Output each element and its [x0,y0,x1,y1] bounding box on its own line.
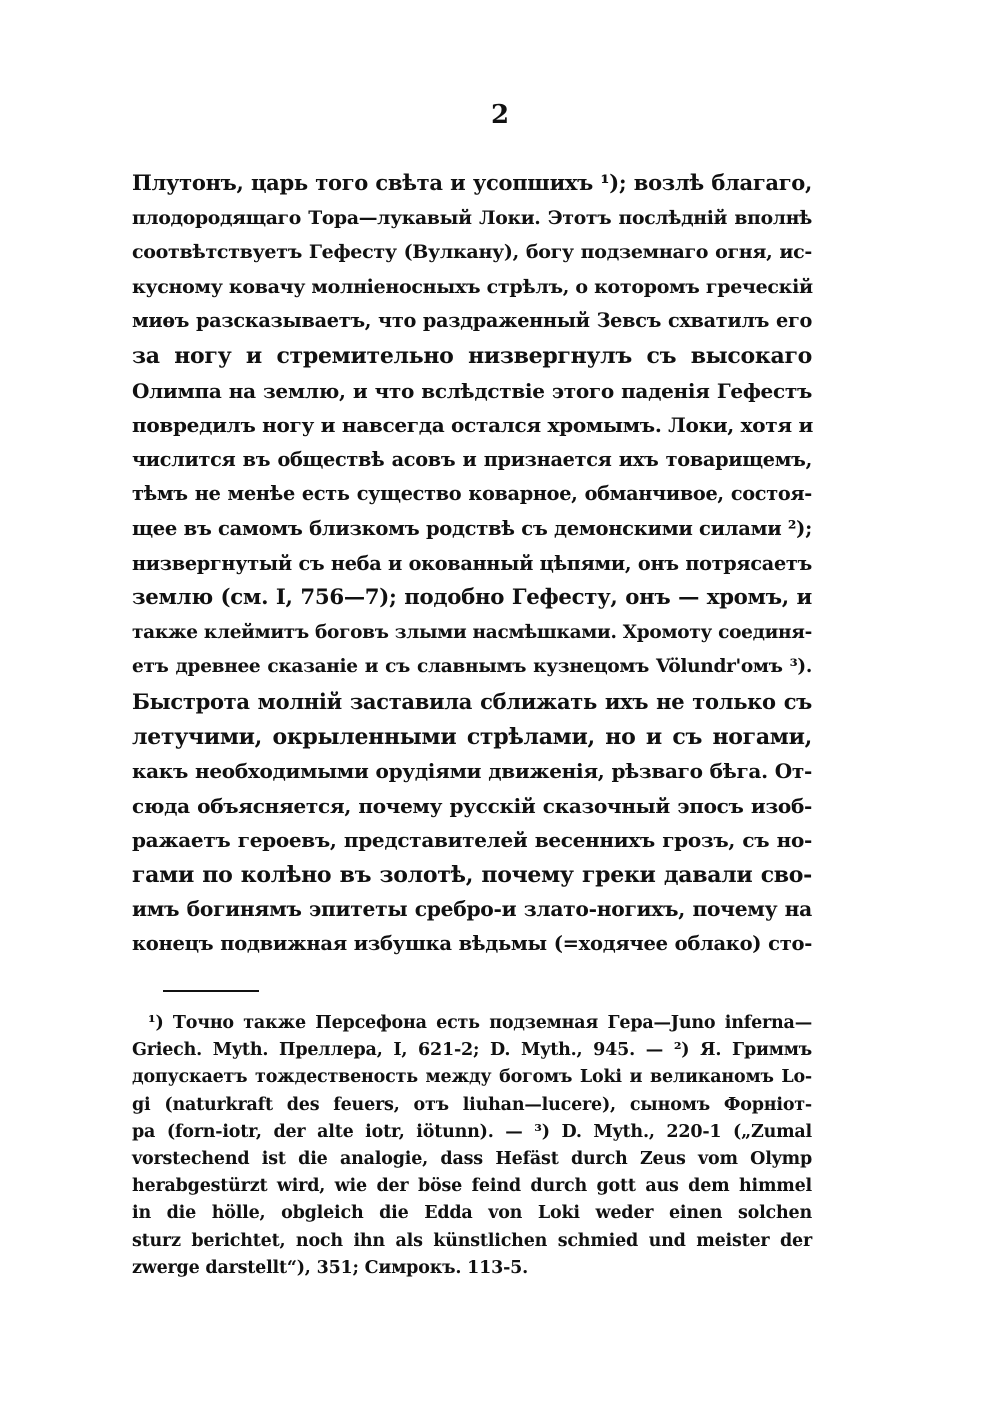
footnote-line: pa (forn-iotr, der alte iotr, iötunn). — ³) D. Myth., 220-1 („Zumal [132,1121,812,1142]
text-line: щее въ самомъ близкомъ родствѣ съ демонскими силами ²); [132,516,812,540]
text-line: Плутонъ, царь того свѣта и усопшихъ ¹); возлѣ благаго, [132,170,812,195]
text-line: етъ древнее сказаніе и съ славнымъ кузнецомъ Völundr'омъ ³). [132,656,812,678]
text-line: соотвѣтствуетъ Гефесту (Вулкану), богу подземнаго огня, ис- [132,241,812,264]
footnote-line: допускаетъ тождественость между богомъ Loki и великаномъ Lo- [132,1067,812,1088]
text-line: летучими, окрыленными стрѣлами, но и съ ногами, [132,723,812,750]
footnotes [132,1010,812,1282]
text-line: кусному ковачу молніеносныхъ стрѣлъ, о которомъ греческій [132,275,813,298]
footnote-line: Griech. Myth. Преллера, I, 621-2; D. Myth., 945. — ²) Я. Гриммъ [132,1040,812,1061]
text-line: какъ необходимыми орудіями движенія, рѣзваго бѣга. От- [132,759,812,784]
main-text [132,166,812,962]
page-number: 2 [490,100,510,130]
text-line: имъ богинямъ эпитеты сребро-и злато-ногихъ, почему на [132,897,812,922]
footnote-line: zwerge darstellt“), 351; Симрокъ. 113-5. [132,1257,529,1278]
footnote-line: ¹) Точно также Персефона есть подземная Гера—Juno inferna— [148,1013,812,1033]
text-line: конецъ подвижная избушка вѣдьмы (=ходячее облако) сто- [132,932,812,956]
footnote-line: gi (naturkraft des feuers, отъ liuhan—lucere), сыномъ Форніот- [132,1094,812,1115]
text-line: миѳъ разсказываетъ, что раздраженный Зевсъ схватилъ его [132,309,812,333]
footnote-line: vorstechend ist die analogie, dass Hefäst durch Zeus vom Olymp [132,1148,812,1169]
text-line: Быстрота молній заставила сближать ихъ не только съ [132,688,812,714]
text-line: повредилъ ногу и навсегда остался хромымъ. Локи, хотя и [132,413,814,438]
text-line: сюда объясняется, почему русскій сказочный эпосъ изоб- [132,793,812,818]
text-line: землю (см. I, 756—7); подобно Гефесту, онъ — хромъ, и [132,585,812,611]
text-line: гами по колѣно въ золотѣ, почему греки давали сво- [132,861,812,888]
text-line: низвергнутый съ неба и окованный цѣпями, онъ потрясаетъ [132,551,812,575]
text-line: также клеймитъ боговъ злыми насмѣшками. Хромоту соединя- [132,621,813,643]
footnote-line: herabgestürzt wird, wie der böse feind durch gott aus dem himmel [132,1176,812,1197]
footnote-line: sturz berichtet, noch ihn als künstlichen schmied und meister der [132,1230,812,1251]
text-line: за ногу и стремительно низвергнулъ съ высокаго [132,342,812,369]
text-line: плодородящаго Тора—лукавый Локи. Этотъ послѣдній вполнѣ [132,206,812,229]
text-line: Олимпа на землю, и что вслѣдствіе этого паденія Гефестъ [132,378,812,403]
text-line: ражаетъ героевъ, представителей весеннихъ грозъ, съ но- [132,828,812,853]
footnote-line: in die hölle, obgleich die Edda von Loki weder einen solchen [132,1203,812,1224]
text-line: тѣмъ не менѣе есть существо коварное, обманчивое, состоя- [132,482,812,506]
text-line: числится въ обществѣ асовъ и признается ихъ товарищемъ, [132,447,812,471]
footnote-separator [163,990,259,992]
